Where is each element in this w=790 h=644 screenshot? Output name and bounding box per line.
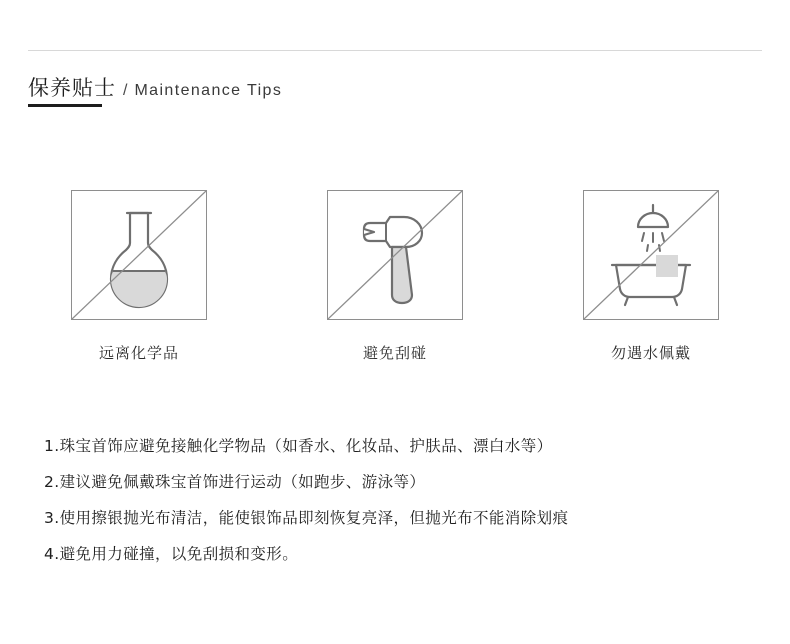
icon-cell-scratch (327, 190, 463, 363)
title-underline (28, 104, 102, 107)
page-title-separator: / (123, 82, 128, 99)
icon-cell-chemicals (71, 190, 207, 363)
hammer-no-impact-icon (327, 190, 463, 320)
tip-item: 3.使用擦银抛光布清洁，能使银饰品即刻恢复亮泽，但抛光布不能消除划痕 (44, 509, 569, 527)
tip-item: 1.珠宝首饰应避免接触化学物品（如香水、化妆品、护肤品、漂白水等） (44, 437, 553, 455)
page-title-en: Maintenance Tips (134, 82, 283, 99)
top-divider (28, 50, 762, 51)
icon-row (0, 190, 790, 363)
icon-label-water: 勿遇水佩戴 (610, 344, 691, 362)
icon-cell-water (583, 190, 719, 363)
flask-chemical-no-icon (71, 190, 207, 320)
page-title (28, 72, 282, 102)
tip-item: 4.避免用力碰撞，以免刮损和变形。 (44, 545, 299, 563)
tips-list (44, 428, 754, 572)
page-title-cn: 保养贴士 (28, 76, 116, 100)
icon-label-scratch: 避免刮碰 (362, 344, 427, 362)
shower-bathtub-no-water-icon (583, 190, 719, 320)
tip-item: 2.建议避免佩戴珠宝首饰进行运动（如跑步、游泳等） (44, 473, 426, 491)
icon-label-chemicals: 远离化学品 (98, 344, 179, 362)
